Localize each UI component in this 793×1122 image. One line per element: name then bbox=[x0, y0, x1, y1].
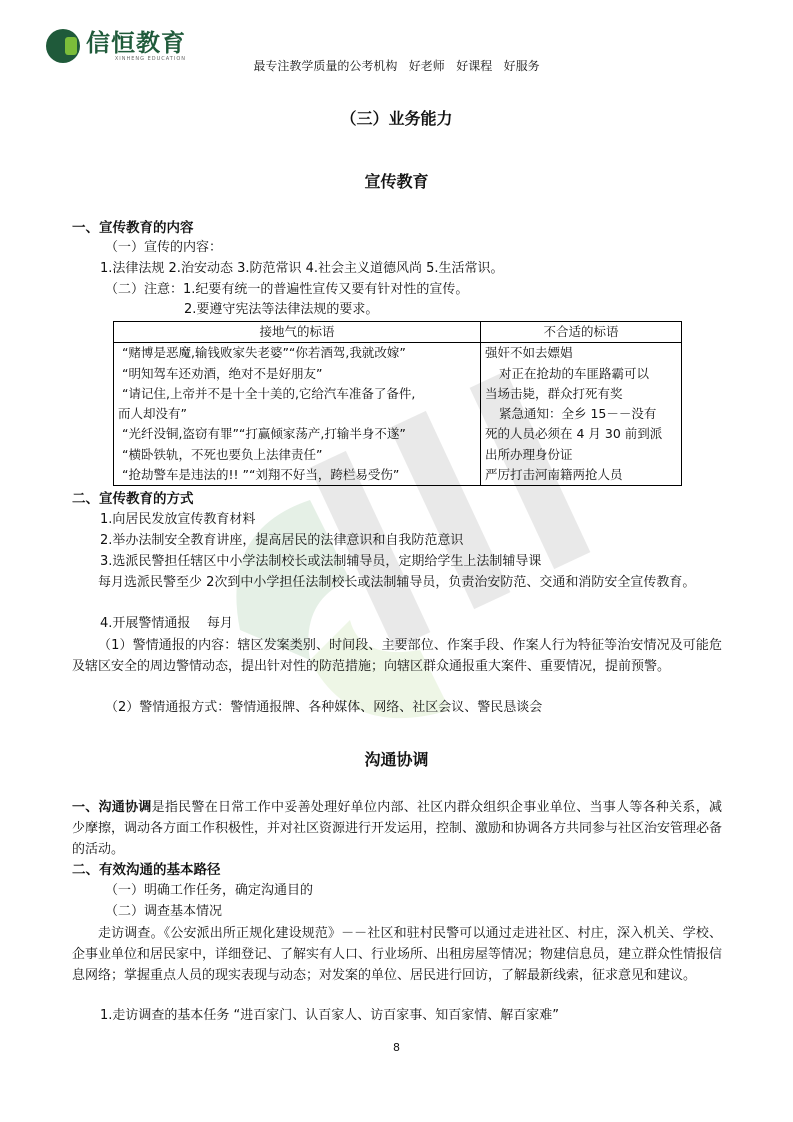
bad-slogan-line: 出所办理身份证 bbox=[485, 446, 573, 462]
definition-lead: 一、沟通协调 bbox=[72, 800, 152, 815]
path-step-1: （一）明确工作任务，确定沟通目的 bbox=[105, 883, 314, 898]
bad-slogan-line: 当场击毙，群众打死有奖 bbox=[485, 385, 623, 401]
content-note-2: 2.要遵守宪法等法律法规的要求。 bbox=[184, 302, 379, 317]
bad-slogan-line: 紧急通知：全乡 15－－没有 bbox=[499, 406, 657, 422]
path-step-2-task: 1.走访调查的基本任务 “进百家门、认百家人、访百家事、知百家情、解百家难” bbox=[100, 1008, 560, 1023]
bad-slogan-line: 严厉打击河南籍两抢人员 bbox=[485, 467, 623, 483]
good-slogan-line: “赌博是恶魔,输钱败家失老婆”“你若酒驾,我就改嫁” bbox=[122, 345, 406, 361]
part2-title: 沟通协调 bbox=[364, 750, 429, 769]
good-slogan-line: “明知驾车还劝酒，绝对不是好朋友” bbox=[122, 365, 323, 381]
table-header-good: 接地气的标语 bbox=[114, 322, 481, 343]
method-item-2: 2.举办法制安全教育讲座，提高居民的法律意识和自我防范意识 bbox=[100, 533, 464, 548]
good-slogan-line: “光纤没铜,盗窃有罪”“打赢倾家荡产,打输半身不遂” bbox=[122, 426, 406, 442]
content-list: 1.法律法规 2.治安动态 3.防范常识 4.社会主义道德风尚 5.生活常识。 bbox=[100, 261, 504, 276]
method-item-3-detail: 每月选派民警至少 2次到中小学担任法制校长或法制辅导员，负责治安防范、交通和消防安全宣传教育。 bbox=[98, 575, 696, 590]
heading-method: 二、宣传教育的方式 bbox=[72, 491, 194, 507]
content-note-1: （二）注意：1.纪要有统一的普遍性宣传又要有针对性的宣传。 bbox=[105, 282, 469, 297]
heading-path: 二、有效沟通的基本路径 bbox=[72, 862, 221, 878]
good-slogan-line: “横卧铁轨，不死也要负上法律责任” bbox=[122, 446, 323, 462]
page-number: 8 bbox=[393, 1041, 400, 1054]
bad-slogans-cell bbox=[481, 343, 682, 486]
section-title: （三）业务能力 bbox=[340, 109, 453, 128]
part1-title: 宣传教育 bbox=[364, 172, 429, 191]
bad-slogan-line: 对正在抢劫的车匪路霸可以 bbox=[499, 365, 650, 381]
heading-content: 一、宣传教育的内容 bbox=[72, 220, 194, 236]
content-subheading-1: （一）宣传的内容： bbox=[105, 240, 223, 255]
table-header-bad: 不合适的标语 bbox=[481, 322, 682, 343]
method-item-4-channels: （2）警情通报方式：警情通报牌、各种媒体、网络、社区会议、警民恳谈会 bbox=[105, 700, 543, 715]
header-slogan: 最专注教学质量的公考机构 好老师 好课程 好服务 bbox=[253, 59, 540, 73]
logo-subtext: XINHENG EDUCATION bbox=[114, 56, 186, 62]
bad-slogan-line: 强奸不如去嫖娼 bbox=[485, 345, 573, 361]
definition-text: 是指民警在日常工作中妥善处理好单位内部、社区内群众组织企事业单位、当事人等各种关系，减少摩擦，调动各方面工作积极性，并对社区资源进行开发运用，控制、激励和协调各方共同参与社区治安管理必备的活动。 bbox=[72, 800, 723, 857]
method-item-4: 4.开展警情通报 每月 bbox=[100, 616, 233, 631]
path-step-2-detail: 走访调查。《公安派出所正规化建设规范》－－社区和驻村民警可以通过走进社区、村庄，深入机关、学校、企事业单位和居民家中，详细登记、了解实有人口、行业场所、出租房屋等情况；物建信息员，建立群众性情报信息网络；掌握重点人员的现实表现与动态；对发案的单位、居民进行回访，了解最新线索，征求意见和建议。 bbox=[72, 926, 723, 983]
path-step-2: （二）调查基本情况 bbox=[105, 904, 223, 919]
method-item-1: 1.向居民发放宣传教育材料 bbox=[100, 512, 256, 527]
definition-paragraph bbox=[72, 797, 722, 860]
good-slogan-line: 而人却没有” bbox=[118, 406, 187, 422]
logo-text: 信恒教育 bbox=[86, 29, 186, 57]
good-slogans-cell bbox=[114, 343, 481, 486]
good-slogan-line: “请记住,上帝并不是十全十美的,它给汽车准备了备件, bbox=[122, 385, 416, 401]
slogan-table bbox=[113, 321, 682, 486]
method-item-4-content: （1）警情通报的内容：辖区发案类别、时间段、主要部位、作案手段、作案人行为特征等治安情况及可能危及辖区安全的周边警情动态，提出针对性的防范措施；向辖区群众通报重大案件、重要情况，提前预警。 bbox=[72, 638, 722, 674]
method-item-3: 3.选派民警担任辖区中小学法制校长或法制辅导员，定期给学生上法制辅导课 bbox=[100, 554, 542, 569]
good-slogan-line: “抢劫警车是违法的!! ”“刘翔不好当，跨栏易受伤” bbox=[122, 467, 400, 483]
bad-slogan-line: 死的人员必须在 4 月 30 前到派 bbox=[485, 426, 663, 442]
